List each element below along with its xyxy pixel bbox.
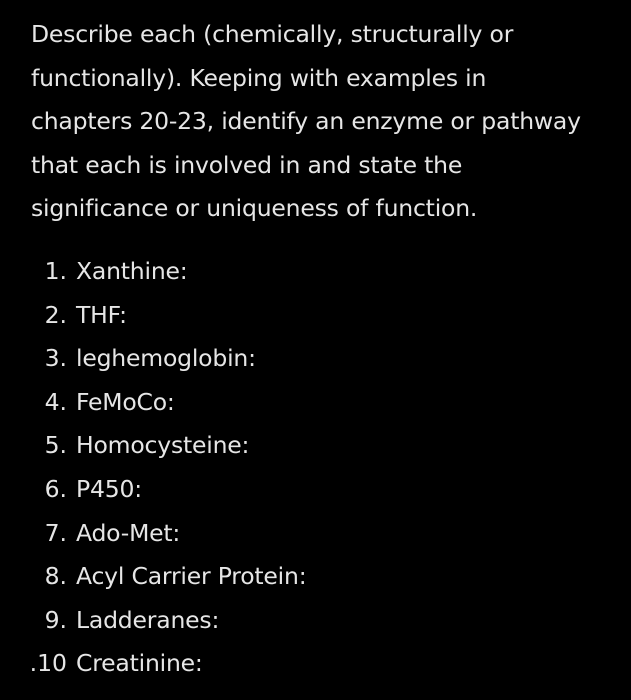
instructions-line: chapters 20-23, identify an enzyme or pathway [31, 107, 581, 135]
item-number: 6. [44, 474, 67, 503]
item-number: 7. [44, 518, 67, 547]
list-item [0, 512, 613, 556]
item-number: 5. [44, 431, 67, 460]
instructions-line: that each is involved in and state the [31, 150, 463, 179]
item-number: 3. [44, 344, 67, 373]
instructions-paragraph [31, 13, 631, 231]
item-label: leghemoglobin: [76, 344, 256, 373]
list-item [0, 294, 613, 338]
list-item [0, 555, 613, 599]
instructions-line: significance or uniqueness of function. [31, 194, 478, 222]
item-label: Homocysteine: [76, 431, 250, 460]
item-number: 1. [44, 257, 67, 285]
list-item [0, 642, 613, 686]
item-number: 10. [29, 649, 67, 678]
item-number: 8. [44, 562, 67, 591]
item-label: Ado-Met: [76, 518, 181, 547]
list-item [0, 424, 613, 468]
list-item [0, 337, 613, 381]
item-label: Ladderanes: [76, 605, 220, 634]
item-label: FeMoCo: [76, 387, 175, 416]
list-item [0, 381, 613, 425]
instructions-line: Describe each (chemically, structurally or [31, 20, 514, 48]
item-label: Xanthine: [76, 257, 188, 285]
question-list [0, 250, 613, 686]
item-label: P450: [76, 474, 142, 503]
item-label: Acyl Carrier Protein: [76, 562, 307, 591]
list-item [0, 599, 613, 643]
list-item [0, 468, 613, 512]
instructions-line: functionally). Keeping with examples in [31, 63, 487, 92]
item-number: 9. [44, 605, 67, 634]
item-label: THF: [76, 300, 127, 329]
list-item [0, 250, 613, 294]
item-number: 2. [44, 300, 67, 329]
item-number: 4. [44, 387, 67, 416]
item-label: Creatinine: [76, 649, 203, 678]
